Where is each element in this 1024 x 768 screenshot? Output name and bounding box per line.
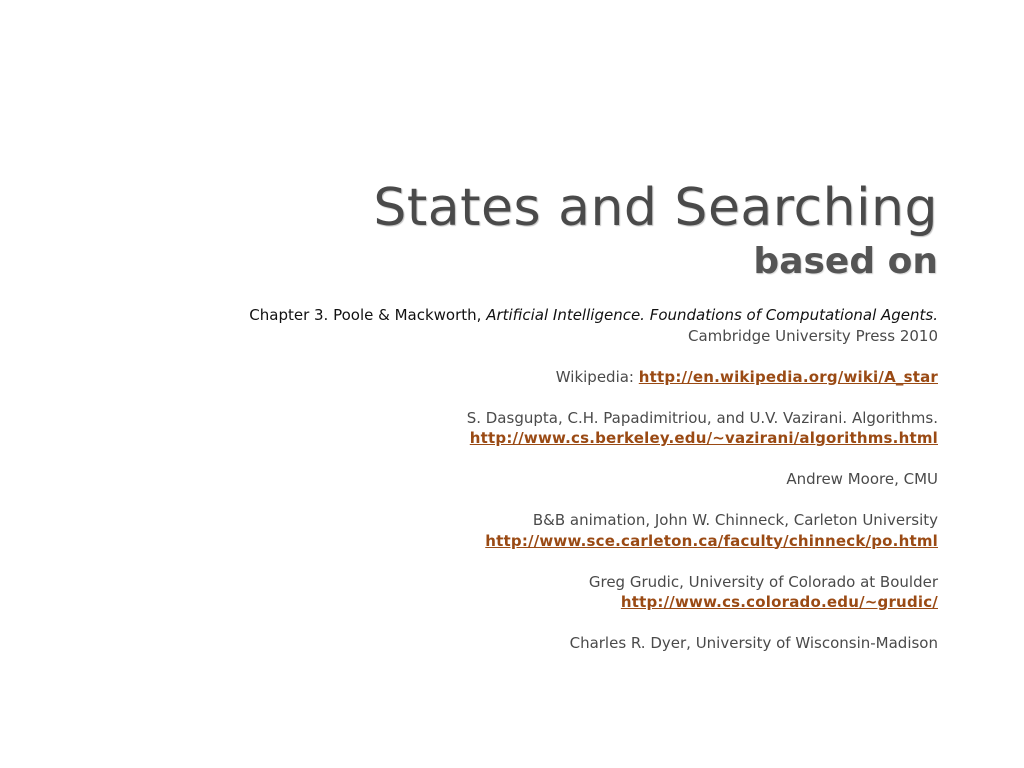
berkeley-algorithms-link[interactable]: http://www.cs.berkeley.edu/~vazirani/algorithms.html bbox=[469, 429, 938, 447]
wikipedia-link[interactable]: http://en.wikipedia.org/wiki/A_star bbox=[638, 367, 938, 386]
spacer bbox=[78, 387, 938, 408]
spacer bbox=[78, 449, 938, 470]
reference-poole bbox=[78, 305, 938, 326]
references-list bbox=[78, 305, 938, 654]
colorado-grudic-link[interactable]: http://www.cs.colorado.edu/~grudic/ bbox=[620, 593, 938, 611]
reference-dyer: Charles R. Dyer, University of Wisconsin-Madison bbox=[569, 634, 938, 652]
reference-grudic-url-line bbox=[78, 592, 938, 613]
spacer bbox=[78, 613, 938, 634]
spacer bbox=[78, 346, 938, 367]
carleton-chinneck-link[interactable]: http://www.sce.carleton.ca/faculty/chinneck/po.html bbox=[485, 531, 938, 550]
title-block bbox=[373, 176, 938, 284]
reference-chinneck: B&B animation, John W. Chinneck, Carleton University bbox=[532, 511, 938, 529]
slide-title: States and Searching bbox=[373, 178, 938, 238]
reference-poole-publisher: Cambridge University Press 2010 bbox=[687, 326, 938, 345]
slide-subtitle: based on bbox=[753, 241, 938, 282]
reference-dasgupta-url-line bbox=[78, 428, 938, 449]
reference-wikipedia-label: Wikipedia: bbox=[555, 367, 639, 386]
spacer bbox=[78, 551, 938, 572]
spacer bbox=[78, 490, 938, 511]
reference-grudic: Greg Grudic, University of Colorado at Boulder bbox=[588, 572, 938, 591]
reference-chinneck-url-line bbox=[78, 531, 938, 552]
reference-moore: Andrew Moore, CMU bbox=[786, 470, 938, 488]
reference-poole-prefix: Chapter 3. Poole & Mackworth, bbox=[249, 306, 487, 324]
reference-dasgupta: S. Dasgupta, C.H. Papadimitriou, and U.V. Vazirani. Algorithms. bbox=[466, 408, 938, 427]
reference-wikipedia bbox=[78, 367, 938, 388]
reference-poole-book-title: Artificial Intelligence. Foundations of Computational Agents. bbox=[486, 306, 938, 324]
